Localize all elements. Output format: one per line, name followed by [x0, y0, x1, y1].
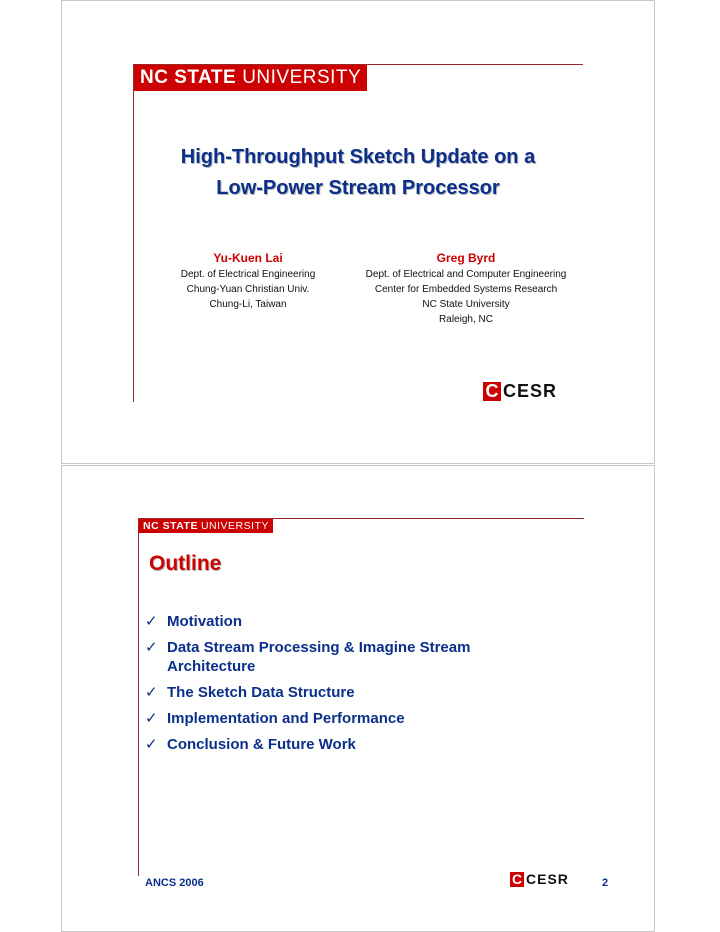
checkmark-icon: ✓ [145, 684, 158, 701]
author-affiliation-line: Chung-Yuan Christian Univ. [186, 284, 310, 295]
cesr-mark-icon: C [483, 382, 501, 401]
left-rule [138, 518, 139, 876]
bullet-list [145, 612, 565, 761]
title-slide [61, 0, 655, 464]
author-affiliation-line: NC State University [422, 299, 510, 310]
author-name: Greg Byrd [436, 251, 496, 265]
ncsu-logo: NC STATE UNIVERSITY [139, 519, 273, 533]
author-name: Yu-Kuen Lai [213, 251, 283, 265]
list-item: ✓ The Sketch Data Structure [145, 684, 355, 701]
footer-conference: ANCS 2006 [145, 877, 204, 889]
cesr-mark-icon: C [511, 870, 523, 887]
cesr-logo: C CESR [483, 381, 557, 402]
checkmark-icon: ✓ [145, 639, 158, 656]
page-number: 2 [602, 877, 609, 889]
cesr-logo: C CESR [511, 870, 569, 887]
list-item: ✓ Motivation [145, 613, 242, 630]
slide-title-line-2: Low-Power Stream Processor [216, 177, 500, 199]
checkmark-icon: ✓ [145, 736, 158, 753]
checkmark-icon: ✓ [145, 710, 158, 727]
ncsu-logo: NC STATE UNIVERSITY [134, 65, 367, 91]
author-2 [346, 249, 586, 327]
author-affiliation-line: Dept. of Electrical Engineering [180, 269, 316, 280]
left-rule [133, 64, 134, 402]
author-affiliation-line: Raleigh, NC [439, 314, 493, 325]
list-item: ✓ Data Stream Processing & Imagine Stream Architecture [145, 639, 471, 675]
author-affiliation-line: Chung-Li, Taiwan [209, 299, 287, 310]
list-item: ✓ Implementation and Performance [145, 710, 405, 727]
checkmark-icon: ✓ [145, 613, 158, 630]
slide-title: Outline [149, 552, 222, 575]
slide-title-line-1: High-Throughput Sketch Update on a [180, 146, 536, 168]
author-1 [166, 249, 330, 312]
list-item: ✓ Conclusion & Future Work [145, 736, 356, 753]
author-affiliation-line: Center for Embedded Systems Research [374, 284, 558, 295]
outline-slide [61, 465, 655, 932]
author-affiliation-line: Dept. of Electrical and Computer Engineering [365, 269, 567, 280]
